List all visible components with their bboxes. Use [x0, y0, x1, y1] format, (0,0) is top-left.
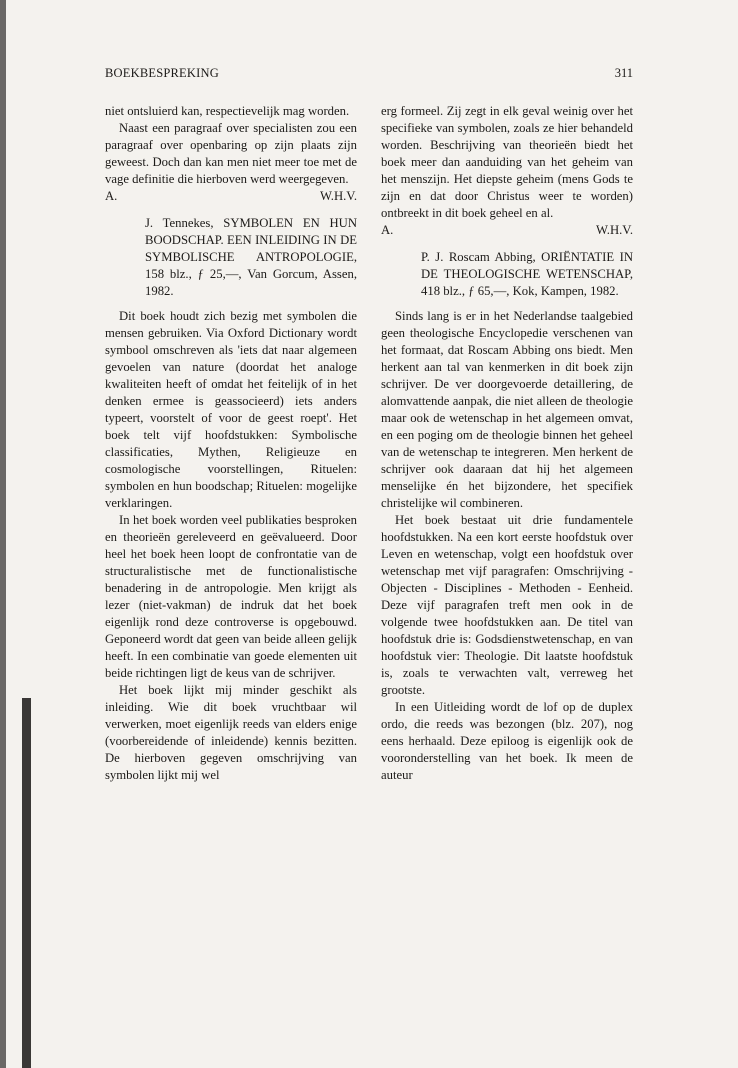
paragraph: Sinds lang is er in het Nederlandse taalgebied geen theologische Encyclopedie verschenen van het formaat, dat Roscam Abbing ons biedt. Men herkent aan tal van kenmerken in dit boek zijn schrijver. De ver doorgevoerde detaillering, de alomvattende aanpak, die niet alleen de theologie maar ook de wetenschap in het algemeen omvat, en een poging om de theologie binnen het geheel van de wetenschap te integreren. Men herkent de schrijver ook daaraan dat hij het algemeen menselijke én het bijzondere, het specifiek christelijke wil combineren. [381, 309, 633, 510]
paragraph: Naast een paragraaf over specialisten zou een paragraaf over openbaring op zijn plaats zijn geweest. Doch dan kan men niet meer toe met de vage definitie die hierboven werd weergegeven. [105, 121, 357, 186]
page-header [105, 66, 633, 84]
paragraph-continued: niet ontsluierd kan, respectievelijk mag worden. [105, 104, 350, 118]
paragraph: In een Uitleiding wordt de lof op de duplex ordo, die reeds was bezongen (blz. 207), nog eens herhaald. Deze epiloog is eigenlijk ook de vooronderstelling van het boek. Ik meen de auteur [381, 700, 633, 782]
signature-initial: A. [381, 223, 394, 237]
running-head: BOEKBESPREKING [105, 66, 219, 80]
paragraph-continued: erg formeel. Zij zegt in elk geval weinig over het specifieke van symbolen, zoals ze hier behandeld worden. Beschrijving van theorieën biedt het boek meer dan aanduiding van het geheim van het menszijn. Het diepste geheim (mens Gods te zijn en dat door Christus weer te worden) ontbreekt in dit boek geheel en al. [381, 104, 633, 220]
left-column [105, 103, 357, 784]
right-column [381, 103, 633, 784]
paragraph: Het boek bestaat uit drie fundamentele hoofdstukken. Na een kort eerste hoofdstuk over Leven en wetenschap, volgt een hoofdstuk over wetenschap met vijf paragrafen: Omschrijving - Objecten - Disciplines - Methoden - Eenheid. Deze vijf paragrafen treft men ook in de volgende twee hoofdstukken aan. De titel van hoofdstuk drie is: Godsdienstwetenschap, en van hoofdstuk vier: Theologie. Dit laatste hoofdstuk is, zoals te verwachten valt, verreweg het grootste. [381, 513, 633, 697]
review-signature [381, 222, 633, 239]
signature-initial: A. [105, 189, 118, 203]
paragraph: In het boek worden veel publikaties besproken en theorieën gereleveerd en geëvalueerd. Door heel het boek heen loopt de confrontatie van de structuralistische met de functionalistische benadering in de antropologie. Men krijgt als lezer (niet-vakman) de indruk dat het boek eigenlijk rond deze controverse is opgebouwd. Geponeerd wordt dat geen van beide alleen gelijk heeft. In een combinatie van goede elementen uit beide richtingen ligt de keus van de schrijver. [105, 513, 357, 680]
signature-author: W.H.V. [595, 223, 633, 237]
review-heading: P. J. Roscam Abbing, ORIËNTATIE IN DE THEOLOGISCHE WETENSCHAP, 418 blz., ƒ 65,—, Kok, Kampen, 1982. [421, 250, 633, 298]
paragraph: Het boek lijkt mij minder geschikt als inleiding. Wie dit boek vruchtbaar wil verwerken, moet eigenlijk reeds van elders enige (voorbereidende of inleidende) kennis bezitten. De hierboven gegeven omschrijving van symbolen lijkt mij wel [105, 683, 357, 782]
review-signature [105, 188, 357, 205]
paragraph: Dit boek houdt zich bezig met symbolen die mensen gebruiken. Via Oxford Dictionary wordt symbool omschreven als 'iets dat naar algemeen gevoelen van nature (doordat het analoge kwaliteiten heeft of omdat het feitelijk of in het denken ermee is geassocieerd) iets anders typeert, voorstelt of voor de geest roept'. Het boek telt vijf hoofdstukken: Symbolische classificaties, Mythen, Religieuze en cosmologische voorstellingen, Rituelen: symbolen en hun boodschap; Rituelen: mogelijke verklaringen. [105, 309, 357, 510]
scan-binding-mark [22, 698, 31, 1068]
signature-author: W.H.V. [319, 189, 357, 203]
page-edge [0, 0, 6, 1068]
page-number: 311 [614, 66, 633, 80]
review-heading: J. Tennekes, SYMBOLEN EN HUN BOODSCHAP. EEN INLEIDING IN DE SYMBOLISCHE ANTROPOLOGIE, 158 blz., ƒ 25,—, Van Gorcum, Assen, 1982. [145, 216, 357, 298]
